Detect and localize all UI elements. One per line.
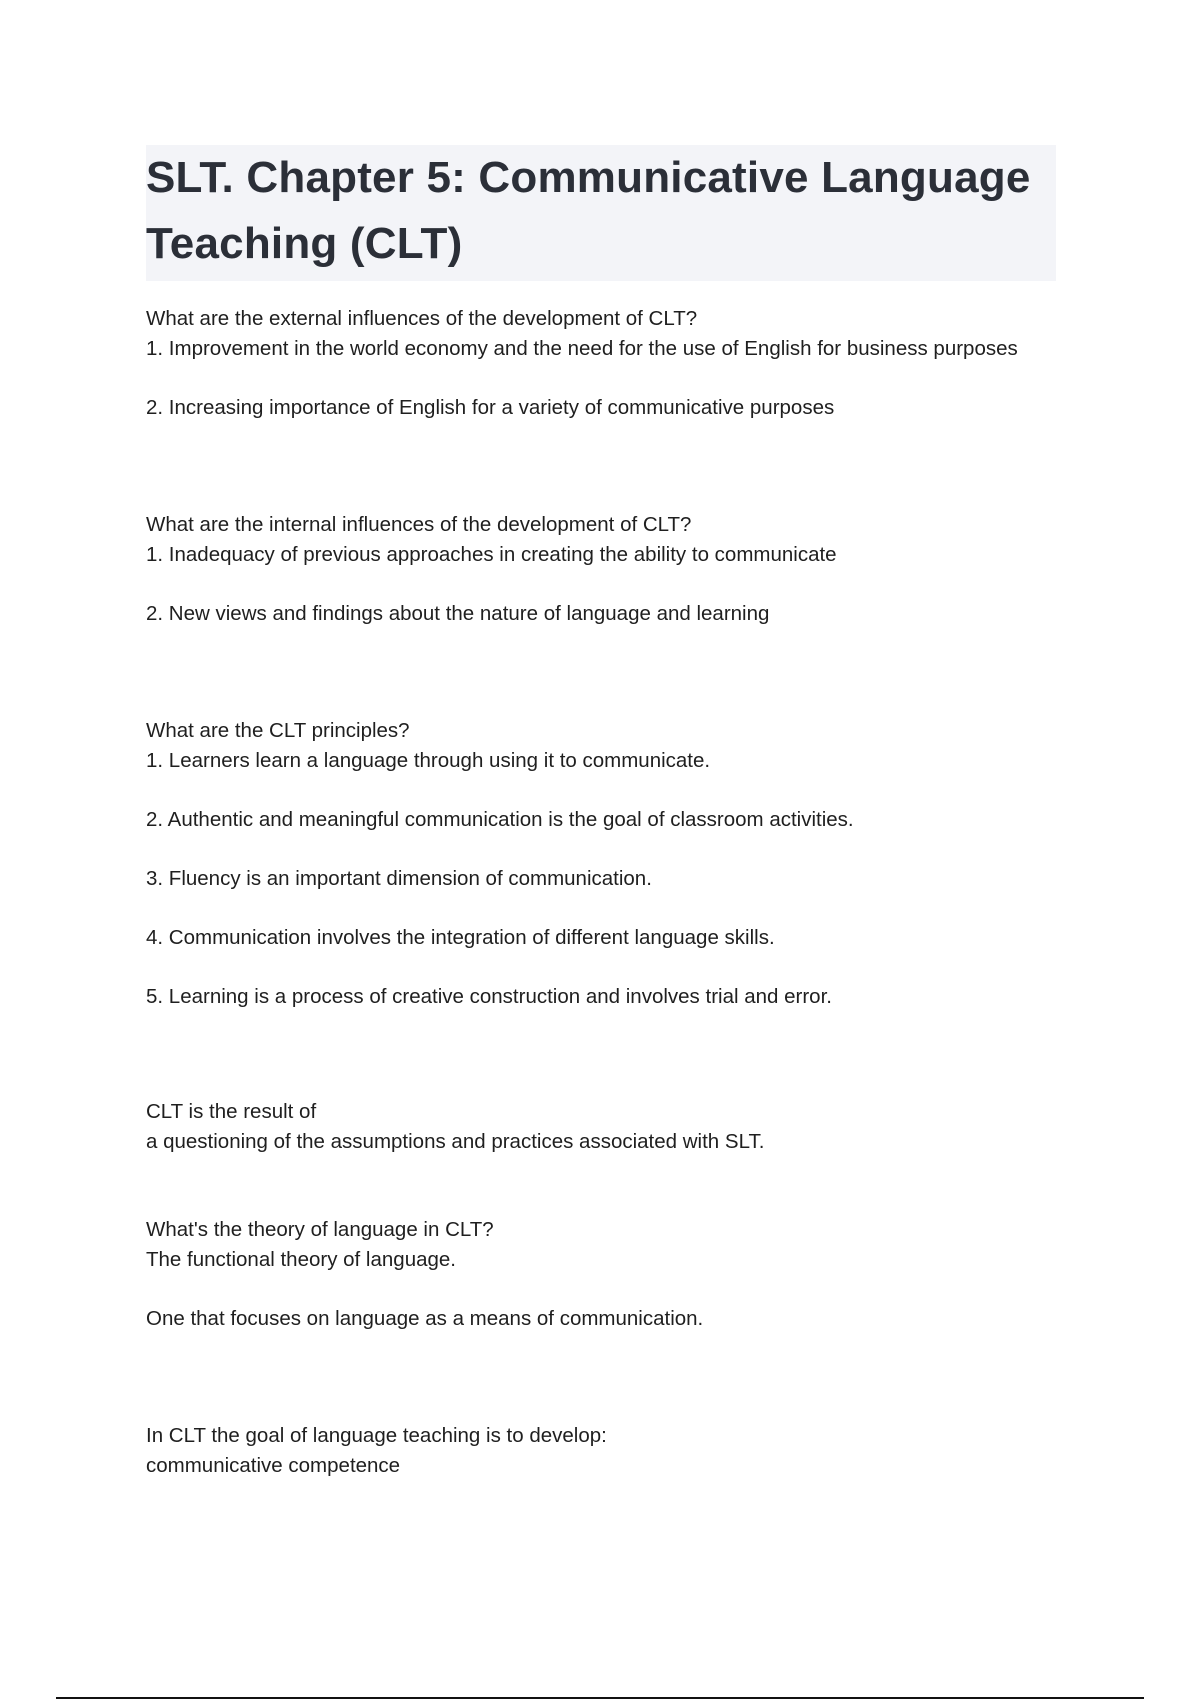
question-text: What are the external influences of the development of CLT? [146, 307, 698, 330]
answer-text: a questioning of the assumptions and practices associated with SLT. [146, 1130, 765, 1153]
qa-card-theory-of-language [146, 1215, 1026, 1334]
answer-text: communicative competence [146, 1454, 401, 1477]
title-banner [146, 145, 1056, 281]
answer-text: 5. Learning is a process of creative construction and involves trial and error. [146, 985, 832, 1008]
question-text: What's the theory of language in CLT? [146, 1218, 494, 1241]
answer-text: 1. Improvement in the world economy and the need for the use of English for business purposes [146, 337, 1018, 360]
answer-text: 1. Learners learn a language through using it to communicate. [146, 749, 711, 772]
question-text: What are the internal influences of the development of CLT? [146, 513, 692, 536]
question-text: What are the CLT principles? [146, 719, 410, 742]
qa-card-clt-principles [146, 716, 1026, 1012]
answer-text: The functional theory of language. [146, 1248, 456, 1271]
answer-text: 1. Inadequacy of previous approaches in creating the ability to communicate [146, 543, 837, 566]
answer-text: 4. Communication involves the integration of different language skills. [146, 926, 775, 949]
question-text: CLT is the result of [146, 1100, 317, 1123]
footer-divider [56, 1697, 1144, 1699]
answer-text: One that focuses on language as a means of communication. [146, 1307, 704, 1330]
qa-card-external-influences [146, 304, 1026, 423]
answer-text: 3. Fluency is an important dimension of communication. [146, 867, 652, 890]
qa-card-clt-result [146, 1097, 1026, 1157]
qa-card-goal-of-teaching [146, 1421, 1026, 1481]
answer-text: 2. Increasing importance of English for a variety of communicative purposes [146, 396, 835, 419]
qa-card-internal-influences [146, 510, 1026, 629]
answer-text: 2. Authentic and meaningful communication is the goal of classroom activities. [146, 808, 854, 831]
page-title: SLT. Chapter 5: Communicative Language Teaching (CLT) [146, 153, 1031, 268]
answer-text: 2. New views and findings about the nature of language and learning [146, 602, 770, 625]
question-text: In CLT the goal of language teaching is to develop: [146, 1424, 607, 1447]
